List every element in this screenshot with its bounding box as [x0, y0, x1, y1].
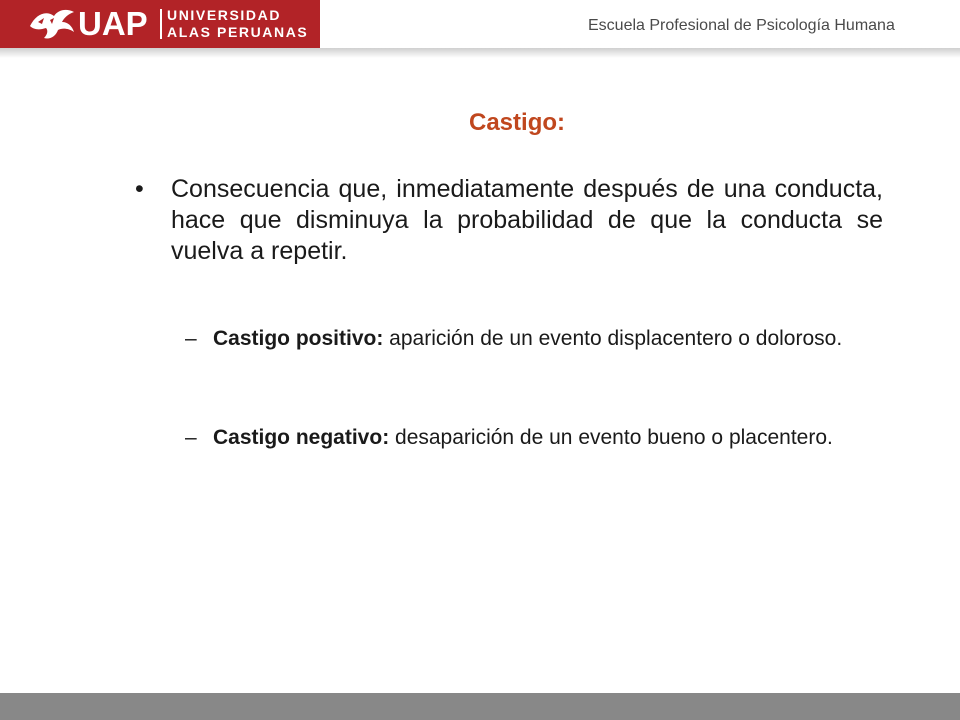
- sub-bullet-positive: [185, 326, 905, 352]
- sub-bullet-marker: –: [185, 426, 197, 449]
- sub-bullet-marker: –: [185, 327, 197, 350]
- sub-bullet-text: [213, 425, 903, 451]
- footer-bar: [0, 693, 960, 720]
- header: [0, 0, 960, 48]
- condor-emblem-icon: [28, 6, 76, 42]
- sub-bullet-text: [213, 326, 903, 352]
- logo-acronym: UAP: [78, 5, 148, 42]
- term-definition: aparición de un evento displacentero o doloroso.: [383, 327, 843, 350]
- logo-line-2: ALAS PERUANAS: [167, 24, 309, 40]
- bullet-marker: •: [135, 175, 144, 203]
- term-definition: desaparición de un evento bueno o placentero.: [389, 426, 833, 449]
- main-bullet: [135, 174, 895, 267]
- school-name: Escuela Profesional de Psicología Humana: [588, 17, 895, 34]
- logo-wordmark: [167, 7, 308, 41]
- term-label: Castigo negativo:: [213, 426, 390, 449]
- term-label: Castigo positivo:: [213, 327, 384, 350]
- sub-bullet-negative: [185, 425, 905, 451]
- university-logo: [0, 0, 320, 48]
- slide-title: Castigo:: [469, 109, 565, 136]
- logo-line-1: UNIVERSIDAD: [167, 7, 282, 23]
- logo-divider: [160, 9, 162, 39]
- bullet-text: Consecuencia que, inmediatamente después de una conducta, hace que disminuya la probabilidad de que la conducta se vuelva a repetir.: [171, 175, 883, 265]
- header-divider: [0, 48, 960, 58]
